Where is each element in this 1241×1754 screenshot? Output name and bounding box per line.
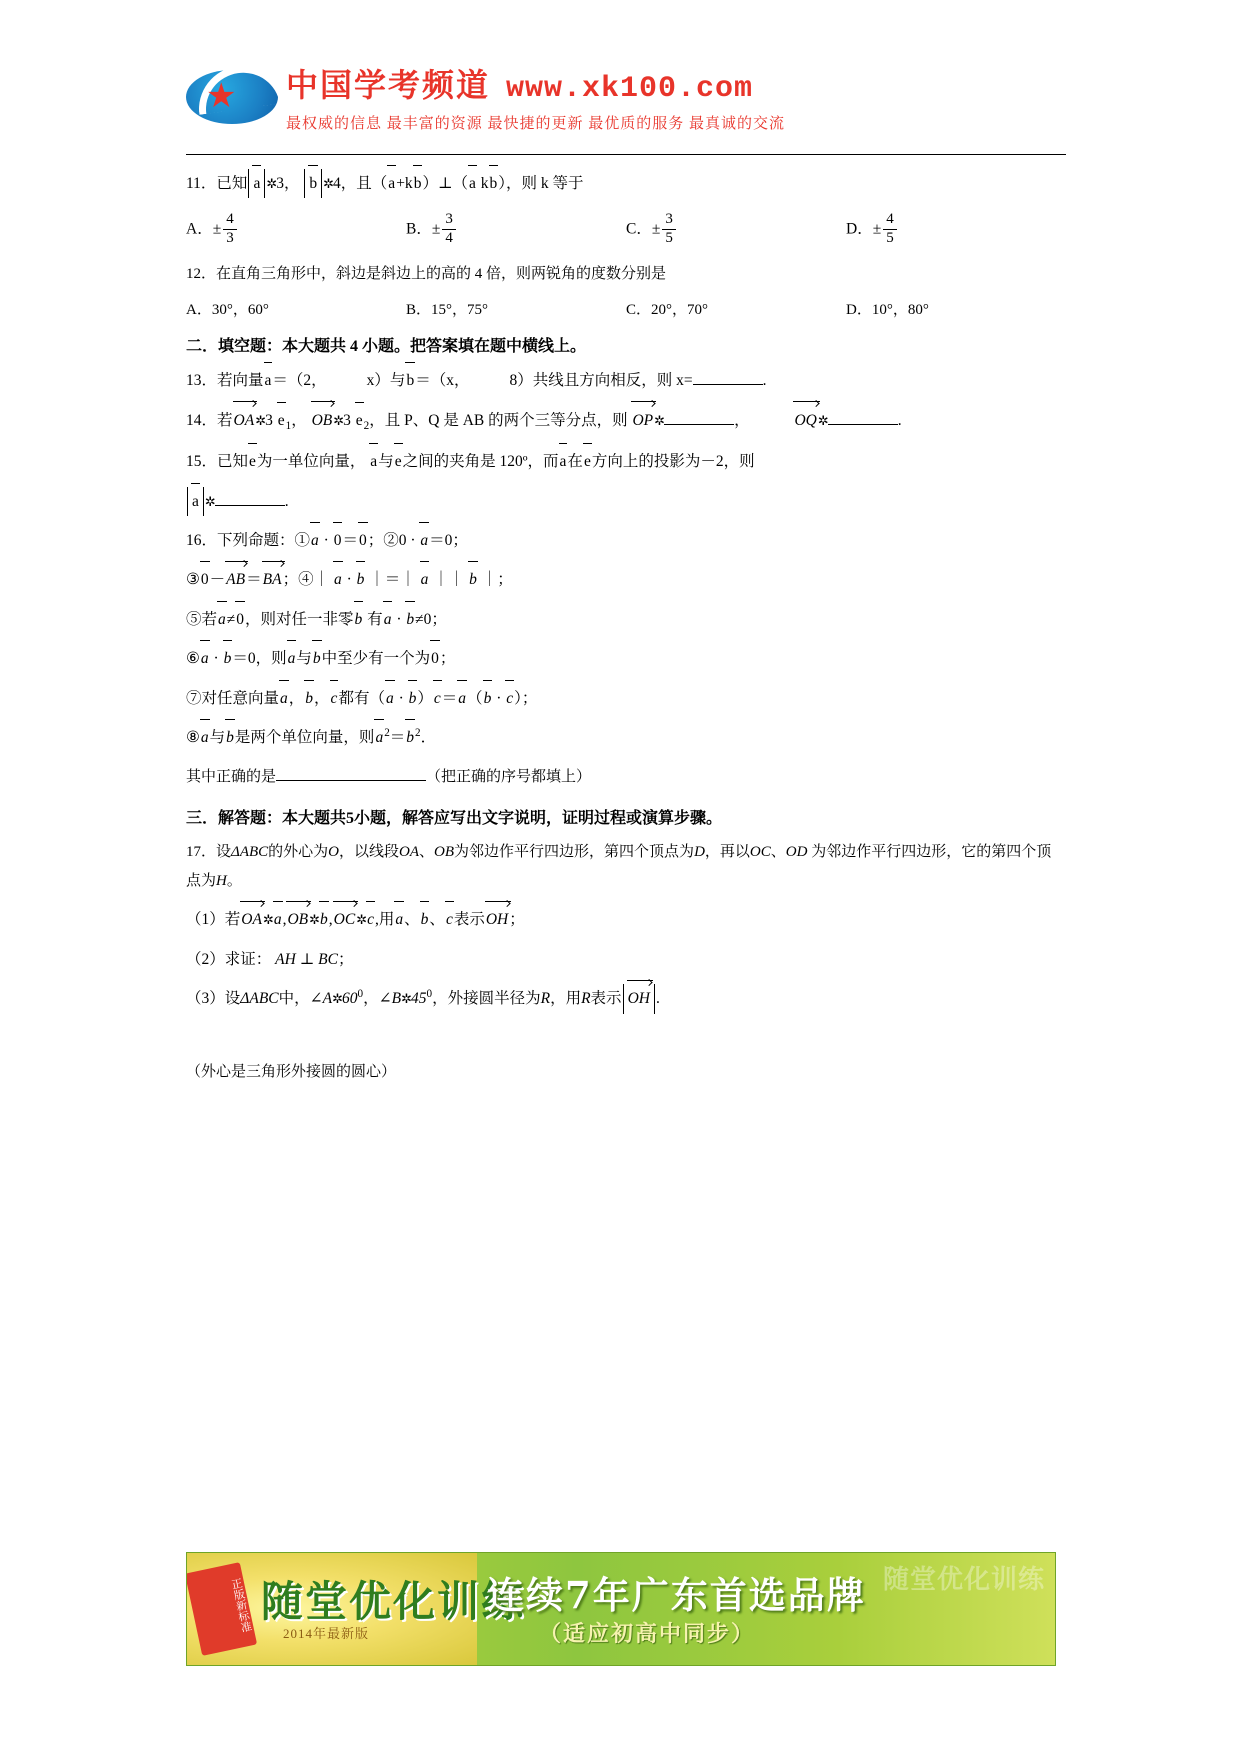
- question-17-part-2: （2）求证： AH ⊥ BC；: [186, 950, 354, 968]
- answer-blank-14-q[interactable]: [828, 424, 898, 425]
- question-16-line-2: ③0－AB＝BA；④｜ a · b ｜＝｜ a ｜｜ b ｜；: [186, 565, 1066, 594]
- ad-watermark: 随堂优化训练: [882, 1565, 1045, 1594]
- answer-blank-14-p[interactable]: [664, 424, 734, 425]
- footer-advertisement[interactable]: [186, 1552, 1056, 1666]
- option-c: C．± $\frac{3}{5}$: [626, 212, 846, 248]
- site-logo-icon: [186, 64, 278, 126]
- question-12-options: [186, 298, 1066, 319]
- ad-badge: 正版新标准: [186, 1562, 257, 1656]
- document-content: [186, 60, 1066, 1096]
- ad-product-subtitle: 2014年最新版: [283, 1626, 370, 1641]
- question-17-part-1: （1）若OA✲a,OB✲b,OC✲c,用a、b、c表示OH；: [186, 905, 1066, 934]
- option-b: B．± $\frac{3}{4}$: [406, 212, 626, 248]
- question-16-answer-line: 其中正确的是 （把正确的序号都填上）: [186, 768, 592, 785]
- question-16-line-5: ⑦对任意向量a，b，c都有（a · b）c＝a（b · c）；: [186, 684, 1066, 713]
- question-17-stem: 17．设ΔABC的外心为O，以线段OA、OB为邻边作平行四边形，第四个顶点为D，再以OC、OD 为邻边作平行四边形，它的第四个顶点为H。: [186, 844, 1052, 889]
- ad-product-title: 随堂优化训练: [261, 1577, 526, 1626]
- ad-headline: 连续7年广东首选品牌: [487, 1573, 866, 1617]
- question-12: 12．在直角三角形中，斜边是斜边上的高的 4 倍，则两锐角的度数分别是: [186, 265, 667, 282]
- site-banner: [186, 60, 1066, 150]
- question-11: 11．已知 a ✲3， b ✲4，且（a+kb）⊥（a kb），则 k 等于: [186, 169, 1066, 198]
- banner-tagline: 最权威的信息 最丰富的资源 最快捷的更新 最优质的服务 最真诚的交流: [286, 116, 786, 132]
- question-17-part-3: （3）设ΔABC中，$\angle A✲60^0$，$\angle B✲45^0$，外接圆半径为R，用R表示 OH .: [186, 984, 1066, 1014]
- option-b: B．15°，75°: [406, 302, 489, 319]
- question-15-answer-line: a ✲ .: [186, 487, 1066, 516]
- option-d: D．10°，80°: [846, 302, 929, 319]
- question-16-line-4: ⑥a · b＝0，则a与b中至少有一个为0；: [186, 644, 1066, 673]
- option-a: A．30°，60°: [186, 302, 269, 319]
- question-14: 14．若OA✲3 $e_1$， OB✲3 $e_2$，且 P、Q 是 AB 的两个三等分点，则 OP✲ ， OQ✲ .: [186, 406, 1066, 437]
- answer-blank-15[interactable]: [215, 505, 285, 506]
- question-13: 13．若向量a＝（2， x）与b＝（x， 8）共线且方向相反，则 x= .: [186, 366, 1066, 395]
- section-heading-3: 三．解答题：本大题共5小题，解答应写出文字说明，证明过程或演算步骤。: [186, 810, 723, 828]
- section-heading-2: 二．填空题：本大题共 4 小题。把答案填在题中横线上。: [186, 338, 587, 356]
- option-d: D．± $\frac{4}{5}$: [846, 212, 1066, 248]
- ad-subheadline: （适应初高中同步）: [539, 1621, 756, 1646]
- question-16-line-6: ⑧a与b是两个单位向量，则$a^2=b^2$．: [186, 723, 1066, 753]
- brand-url: www.xk100.com: [506, 72, 754, 106]
- question-16-line-1: 16．下列命题：①a · 0＝0；②0 · a＝0；: [186, 526, 1066, 555]
- banner-text: [278, 60, 1066, 133]
- question-15: 15．已知e为一单位向量， a与e之间的夹角是 120º，而a在e方向上的投影为－2，则: [186, 447, 1066, 476]
- answer-blank-13[interactable]: [693, 384, 763, 385]
- banner-divider: [186, 154, 1066, 155]
- question-17-note: （外心是三角形外接圆的圆心）: [186, 1063, 397, 1080]
- option-c: C．20°，70°: [626, 302, 709, 319]
- question-16-line-3: ⑤若a≠0，则对任一非零b 有a · b≠0；: [186, 605, 1066, 634]
- brand-name-cn: 中国学考频道: [286, 66, 491, 104]
- option-a: A．± $\frac{4}{3}$: [186, 212, 406, 248]
- answer-blank-16[interactable]: [276, 780, 426, 781]
- question-11-options: [186, 212, 1066, 248]
